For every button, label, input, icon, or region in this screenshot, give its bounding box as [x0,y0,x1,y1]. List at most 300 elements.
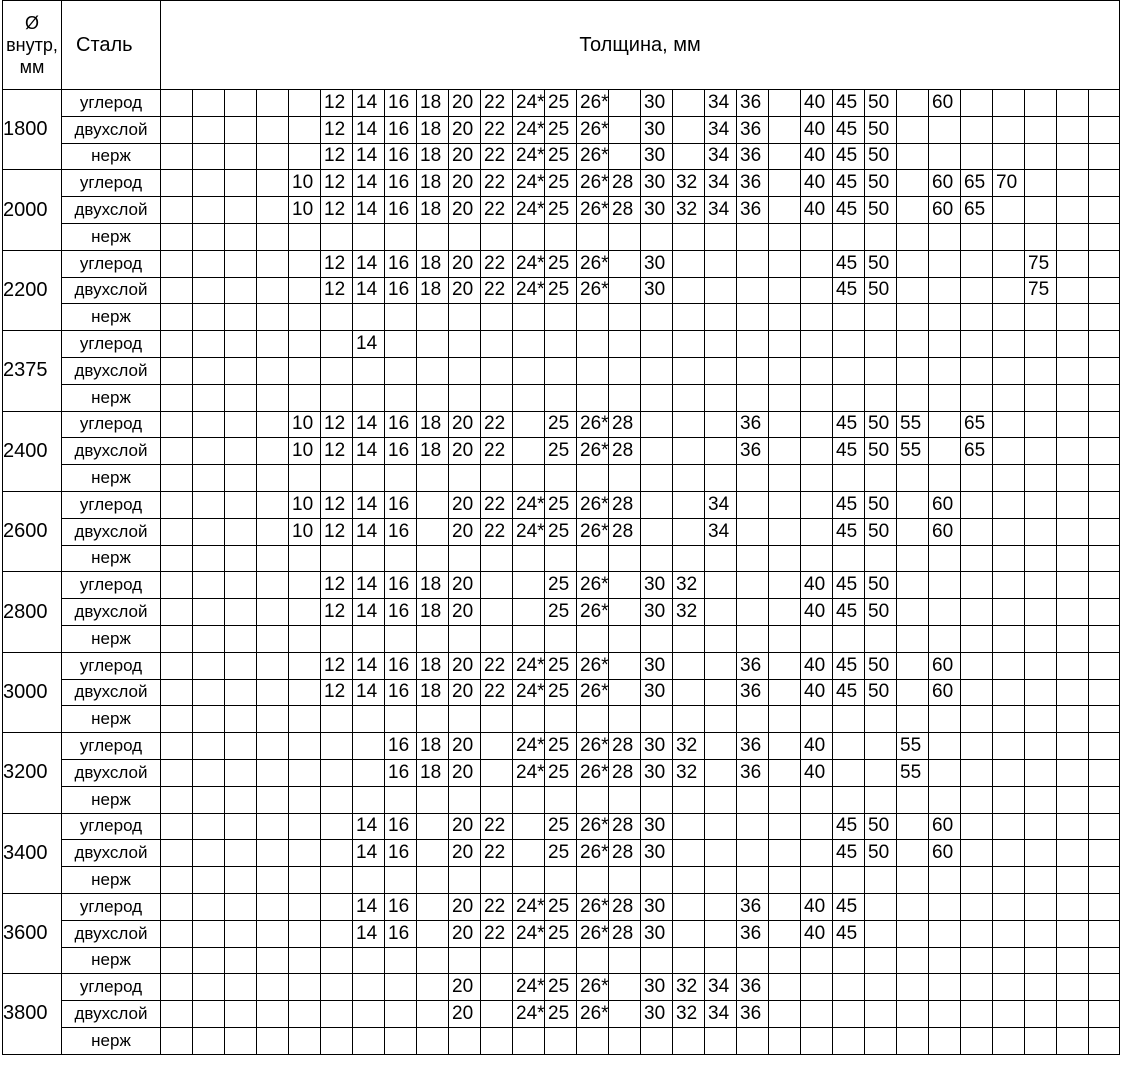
thickness-cell: 22 [481,491,513,518]
thickness-cell: 26* [577,518,609,545]
thickness-cell [833,384,865,411]
thickness-cell [481,545,513,572]
thickness-cell [417,974,449,1001]
thickness-cell [1025,384,1057,411]
thickness-cell: 12 [321,411,353,438]
thickness-cell: 25 [545,1001,577,1028]
thickness-cell [769,813,801,840]
thickness-cell [769,920,801,947]
thickness-cell [641,223,673,250]
thickness-cell [513,599,545,626]
thickness-cell: 50 [865,143,897,170]
table-row [3,840,1120,867]
thickness-cell: 28 [609,491,641,518]
thickness-cell: 20 [449,90,481,117]
thickness-cell [513,357,545,384]
thickness-cell [929,947,961,974]
thickness-cell [161,652,193,679]
thickness-cell [353,1027,385,1054]
thickness-cell [161,786,193,813]
thickness-cell: 25 [545,277,577,304]
thickness-cell [897,813,929,840]
thickness-cell: 45 [833,197,865,224]
thickness-cell: 26* [577,813,609,840]
thickness-cell [545,625,577,652]
thickness-cell: 50 [865,197,897,224]
thickness-cell [833,706,865,733]
thickness-cell: 20 [449,920,481,947]
thickness-cell [449,545,481,572]
thickness-cell [481,465,513,492]
thickness-cell: 16 [385,840,417,867]
thickness-cell [353,545,385,572]
thickness-cell [385,384,417,411]
thickness-cell [929,974,961,1001]
thickness-cell [801,491,833,518]
thickness-cell: 20 [449,679,481,706]
thickness-cell [161,813,193,840]
thickness-cell [225,733,257,760]
thickness-cell: 18 [417,411,449,438]
thickness-cell [225,786,257,813]
thickness-cell: 50 [865,90,897,117]
thickness-cell [225,170,257,197]
thickness-cell [993,438,1025,465]
thickness-cell [321,947,353,974]
thickness-cell [609,304,641,331]
thickness-cell [801,223,833,250]
thickness-cell [193,840,225,867]
thickness-cell [865,867,897,894]
thickness-cell [673,465,705,492]
thickness-cell [897,679,929,706]
thickness-cell: 34 [705,491,737,518]
thickness-cell: 45 [833,116,865,143]
thickness-cell [481,599,513,626]
thickness-cell [225,947,257,974]
thickness-cell [225,438,257,465]
thickness-cell [993,733,1025,760]
thickness-cell [321,465,353,492]
thickness-cell [1089,545,1120,572]
diameter-cell: 3400 [3,813,62,893]
thickness-cell [193,867,225,894]
thickness-cell [225,304,257,331]
thickness-cell [481,759,513,786]
thickness-cell: 20 [449,438,481,465]
thickness-cell: 16 [385,813,417,840]
thickness-cell [193,679,225,706]
thickness-cell [1057,652,1089,679]
table-row [3,304,1120,331]
thickness-cell: 65 [961,197,993,224]
thickness-cell [545,545,577,572]
thickness-cell [897,90,929,117]
thickness-cell [161,90,193,117]
thickness-cell [1025,572,1057,599]
thickness-cell [961,518,993,545]
thickness-cell [161,518,193,545]
thickness-cell: 34 [705,170,737,197]
thickness-cell: 14 [353,679,385,706]
thickness-cell: 20 [449,277,481,304]
thickness-cell [833,465,865,492]
thickness-cell [769,384,801,411]
thickness-cell [1025,143,1057,170]
thickness-cell: 16 [385,250,417,277]
thickness-cell [993,1001,1025,1028]
thickness-cell: 30 [641,250,673,277]
thickness-cell [257,90,289,117]
thickness-cell [193,384,225,411]
thickness-cell [737,331,769,358]
thickness-cell [161,679,193,706]
thickness-cell: 60 [929,491,961,518]
thickness-cell [961,974,993,1001]
thickness-cell: 40 [801,759,833,786]
thickness-cell: 25 [545,518,577,545]
thickness-cell [161,625,193,652]
table-row [3,652,1120,679]
thickness-cell [609,867,641,894]
thickness-cell [897,572,929,599]
thickness-cell [161,840,193,867]
thickness-cell: 34 [705,143,737,170]
thickness-cell [1025,679,1057,706]
steel-type-cell: углерод [62,411,161,438]
table-row [3,518,1120,545]
table-row [3,438,1120,465]
table-row [3,250,1120,277]
thickness-cell [481,733,513,760]
thickness-cell [673,652,705,679]
thickness-cell [257,545,289,572]
thickness-cell [961,250,993,277]
thickness-cell [257,599,289,626]
thickness-cell [481,706,513,733]
thickness-cell [321,545,353,572]
thickness-cell [1089,599,1120,626]
thickness-cell [289,1027,321,1054]
thickness-cell [993,786,1025,813]
thickness-cell: 25 [545,893,577,920]
thickness-cell: 14 [353,250,385,277]
thickness-cell [545,304,577,331]
thickness-cell: 14 [353,840,385,867]
table-row [3,733,1120,760]
table-row [3,90,1120,117]
thickness-cell [1089,491,1120,518]
thickness-cell [929,545,961,572]
thickness-cell [257,813,289,840]
thickness-cell: 25 [545,170,577,197]
thickness-cell [1025,706,1057,733]
thickness-cell [1057,867,1089,894]
thickness-cell [1089,197,1120,224]
thickness-cell [1057,518,1089,545]
thickness-cell [225,518,257,545]
table-row [3,545,1120,572]
thickness-cell [1057,143,1089,170]
thickness-cell: 28 [609,733,641,760]
thickness-cell [289,384,321,411]
thickness-cell [769,840,801,867]
thickness-cell: 22 [481,518,513,545]
thickness-cell: 45 [833,411,865,438]
thickness-cell [897,143,929,170]
thickness-cell: 60 [929,518,961,545]
thickness-cell [673,893,705,920]
thickness-cell [257,331,289,358]
thickness-cell [321,893,353,920]
steel-type-cell: двухслой [62,920,161,947]
thickness-cell [737,1027,769,1054]
thickness-cell [1057,277,1089,304]
thickness-cell: 25 [545,90,577,117]
thickness-cell [289,250,321,277]
thickness-cell [225,759,257,786]
thickness-cell [897,250,929,277]
thickness-cell [801,974,833,1001]
thickness-cell [1057,572,1089,599]
thickness-cell [257,143,289,170]
thickness-cell [577,947,609,974]
steel-type-cell: углерод [62,491,161,518]
thickness-cell [193,813,225,840]
thickness-cell [705,304,737,331]
thickness-cell: 26* [577,491,609,518]
thickness-cell [705,733,737,760]
thickness-cell: 45 [833,572,865,599]
thickness-cell [897,867,929,894]
thickness-cell [897,840,929,867]
thickness-cell [961,813,993,840]
thickness-cell [1025,893,1057,920]
thickness-cell [225,652,257,679]
thickness-cell [833,331,865,358]
thickness-cell: 24* [513,759,545,786]
thickness-cell [1025,786,1057,813]
thickness-cell [961,143,993,170]
thickness-cell [257,1001,289,1028]
steel-type-cell: нерж [62,384,161,411]
thickness-cell [1025,116,1057,143]
thickness-cell [321,786,353,813]
thickness-cell [705,679,737,706]
thickness-header: Толщина, мм [161,1,1120,90]
thickness-cell [513,813,545,840]
thickness-cell [289,679,321,706]
thickness-cell: 12 [321,652,353,679]
thickness-cell [161,384,193,411]
thickness-cell [193,465,225,492]
thickness-cell: 34 [705,197,737,224]
thickness-cell: 36 [737,90,769,117]
thickness-cell: 25 [545,599,577,626]
thickness-cell [1057,706,1089,733]
table-row [3,813,1120,840]
thickness-cell: 26* [577,893,609,920]
thickness-cell [865,304,897,331]
thickness-cell [609,116,641,143]
thickness-cell [993,411,1025,438]
thickness-cell [801,947,833,974]
thickness-cell: 26* [577,652,609,679]
thickness-cell [705,277,737,304]
thickness-cell [961,304,993,331]
thickness-cell [929,277,961,304]
thickness-cell [225,116,257,143]
thickness-cell [769,652,801,679]
thickness-cell: 34 [705,974,737,1001]
thickness-cell: 40 [801,197,833,224]
steel-type-cell: углерод [62,974,161,1001]
thickness-cell [193,438,225,465]
thickness-cell: 14 [353,518,385,545]
thickness-cell [609,545,641,572]
thickness-cell [225,867,257,894]
thickness-cell [897,786,929,813]
thickness-cell [193,652,225,679]
thickness-cell [1057,411,1089,438]
thickness-cell [161,223,193,250]
thickness-cell [1025,411,1057,438]
thickness-cell [289,1001,321,1028]
thickness-cell: 18 [417,572,449,599]
thickness-cell: 30 [641,572,673,599]
thickness-cell: 60 [929,679,961,706]
thickness-cell [897,893,929,920]
thickness-cell [193,170,225,197]
thickness-cell [897,920,929,947]
thickness-cell [1025,652,1057,679]
thickness-cell [769,733,801,760]
thickness-cell [865,1001,897,1028]
thickness-cell: 45 [833,652,865,679]
thickness-cell [385,1001,417,1028]
thickness-cell [321,813,353,840]
steel-type-cell: нерж [62,947,161,974]
thickness-cell: 32 [673,1001,705,1028]
thickness-cell [289,786,321,813]
thickness-cell [513,706,545,733]
thickness-cell [225,1027,257,1054]
thickness-cell [449,625,481,652]
thickness-cell [769,599,801,626]
thickness-cell [289,223,321,250]
thickness-cell: 16 [385,277,417,304]
thickness-cell: 25 [545,491,577,518]
thickness-cell [769,331,801,358]
thickness-cell [705,893,737,920]
thickness-cell: 22 [481,893,513,920]
table-row [3,786,1120,813]
thickness-cell [705,357,737,384]
thickness-cell [193,893,225,920]
thickness-cell [289,625,321,652]
diameter-cell: 3800 [3,974,62,1054]
thickness-cell [929,893,961,920]
thickness-cell [961,223,993,250]
table-row [3,143,1120,170]
steel-type-cell: двухслой [62,277,161,304]
thickness-cell: 16 [385,518,417,545]
thickness-cell [673,518,705,545]
thickness-cell [801,706,833,733]
thickness-cell [257,625,289,652]
thickness-cell [1025,974,1057,1001]
thickness-cell [1057,1001,1089,1028]
thickness-cell [1089,572,1120,599]
thickness-cell [161,143,193,170]
thickness-cell: 30 [641,679,673,706]
thickness-cell [769,867,801,894]
diameter-cell: 3200 [3,733,62,813]
thickness-cell: 16 [385,491,417,518]
thickness-cell: 16 [385,90,417,117]
thickness-cell [769,759,801,786]
thickness-cell [993,277,1025,304]
thickness-cell [1089,331,1120,358]
thickness-cell: 36 [737,920,769,947]
thickness-cell [1089,223,1120,250]
thickness-cell: 18 [417,250,449,277]
table-row [3,1027,1120,1054]
thickness-cell [321,223,353,250]
steel-type-cell: двухслой [62,518,161,545]
thickness-cell [513,411,545,438]
thickness-cell [769,223,801,250]
thickness-cell [1057,304,1089,331]
thickness-cell [993,223,1025,250]
thickness-cell [257,786,289,813]
thickness-cell: 50 [865,518,897,545]
thickness-cell: 16 [385,733,417,760]
thickness-cell [1025,357,1057,384]
thickness-cell: 26* [577,572,609,599]
thickness-cell: 55 [897,411,929,438]
thickness-cell: 25 [545,840,577,867]
thickness-cell [353,947,385,974]
thickness-cell [641,465,673,492]
thickness-cell [737,223,769,250]
thickness-cell [961,465,993,492]
thickness-cell: 22 [481,813,513,840]
thickness-cell [641,786,673,813]
thickness-cell [641,304,673,331]
thickness-cell [161,572,193,599]
thickness-cell [1089,706,1120,733]
thickness-cell [289,920,321,947]
thickness-cell: 45 [833,438,865,465]
thickness-cell [961,786,993,813]
thickness-cell [801,786,833,813]
thickness-cell: 22 [481,411,513,438]
thickness-cell [737,304,769,331]
thickness-cell [961,572,993,599]
thickness-cell [161,250,193,277]
thickness-cell: 45 [833,170,865,197]
thickness-cell: 34 [705,116,737,143]
thickness-cell [193,572,225,599]
thickness-cell: 36 [737,116,769,143]
thickness-cell: 30 [641,197,673,224]
thickness-cell: 30 [641,733,673,760]
thickness-cell [865,223,897,250]
thickness-cell [993,947,1025,974]
thickness-cell [417,545,449,572]
thickness-cell [321,759,353,786]
